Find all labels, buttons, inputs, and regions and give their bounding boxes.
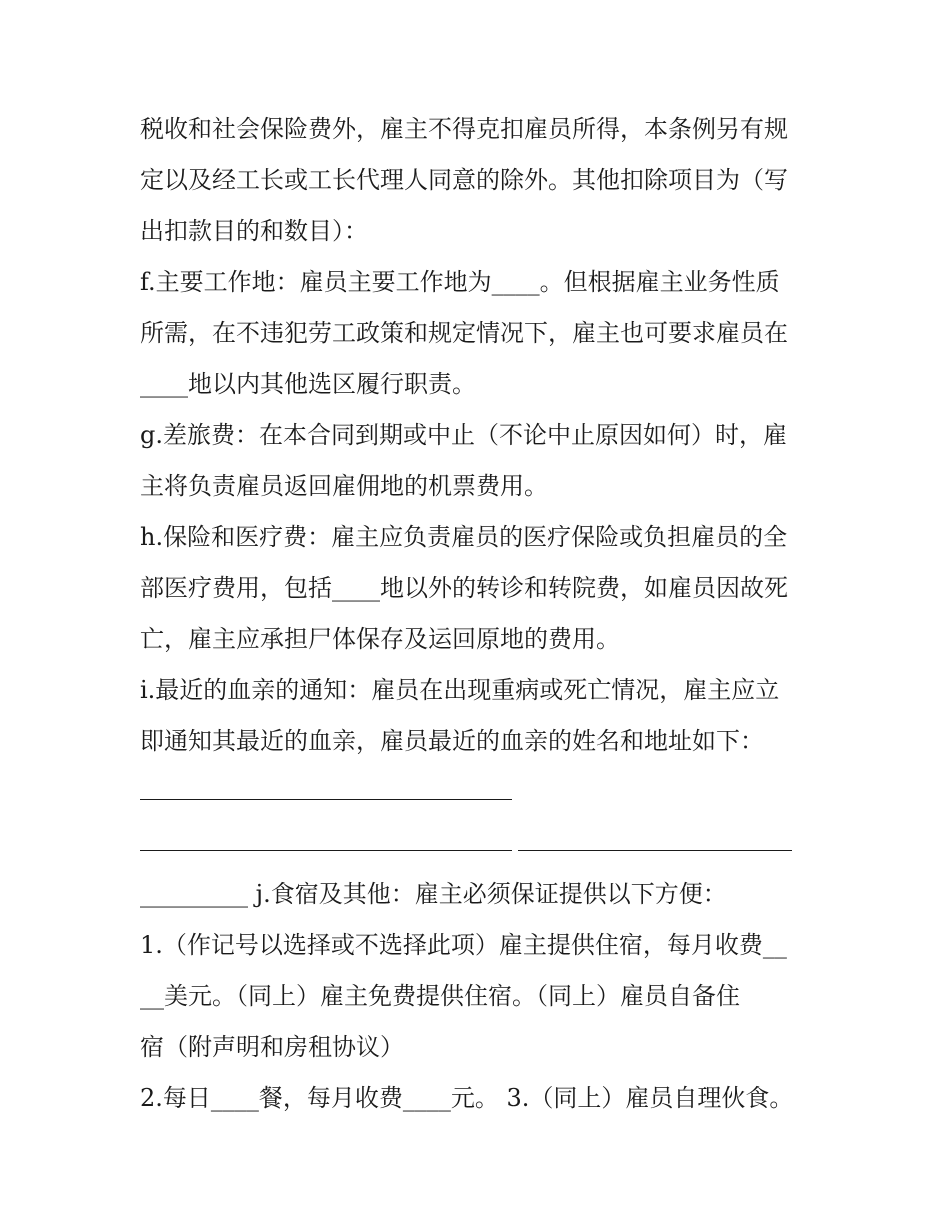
paragraph-line: 主将负责雇员返回雇佣地的机票费用。 <box>140 472 548 500</box>
paragraph-line: 1.（作记号以选择或不选择此项）雇主提供住宿，每月收费__ <box>140 931 787 959</box>
clause-h-line: h.保险和医疗费：雇主应负责雇员的医疗保险或负担雇员的全 <box>140 523 788 551</box>
paragraph-line: 税收和社会保险费外，雇主不得克扣雇员所得，本条例另有规 <box>140 115 788 143</box>
paragraph-line: __美元。（同上）雇主免费提供住宿。（同上）雇员自备住 <box>140 982 740 1010</box>
document-page <box>140 104 820 1124</box>
paragraph-line: ____地以内其他选区履行职责。 <box>140 370 476 398</box>
blank-underline <box>140 850 512 851</box>
blank-fill-line <box>140 767 820 818</box>
blank-fill-line <box>140 818 820 869</box>
paragraph-line: 即通知其最近的血亲，雇员最近的血亲的姓名和地址如下： <box>140 727 764 755</box>
paragraph-line: 定以及经工长或工长代理人同意的除外。其他扣除项目为（写 <box>140 166 788 194</box>
clause-j-line: _________ j.食宿及其他：雇主必须保证提供以下方便： <box>140 880 727 908</box>
paragraph-line: 部医疗费用，包括____地以外的转诊和转院费，如雇员因故死 <box>140 574 788 602</box>
paragraph-line: 宿（附声明和房租协议） <box>140 1033 404 1061</box>
paragraph-line: 所需，在不违犯劳工政策和规定情况下，雇主也可要求雇员在 <box>140 319 788 347</box>
paragraph-line: 亡，雇主应承担尸体保存及运回原地的费用。 <box>140 625 620 653</box>
clause-i-line: i.最近的血亲的通知：雇员在出现重病或死亡情况，雇主应立 <box>140 676 780 704</box>
blank-underline <box>518 850 792 851</box>
paragraph-line: 出扣款目的和数目）： <box>140 217 368 245</box>
paragraph-line: 2.每日____餐，每月收费____元。 3.（同上）雇员自理伙食。 <box>140 1084 794 1112</box>
blank-underline <box>140 799 512 800</box>
clause-g-line: g.差旅费：在本合同到期或中止（不论中止原因如何）时，雇 <box>140 421 787 449</box>
clause-f-line: f.主要工作地：雇员主要工作地为____。但根据雇主业务性质 <box>140 268 780 296</box>
